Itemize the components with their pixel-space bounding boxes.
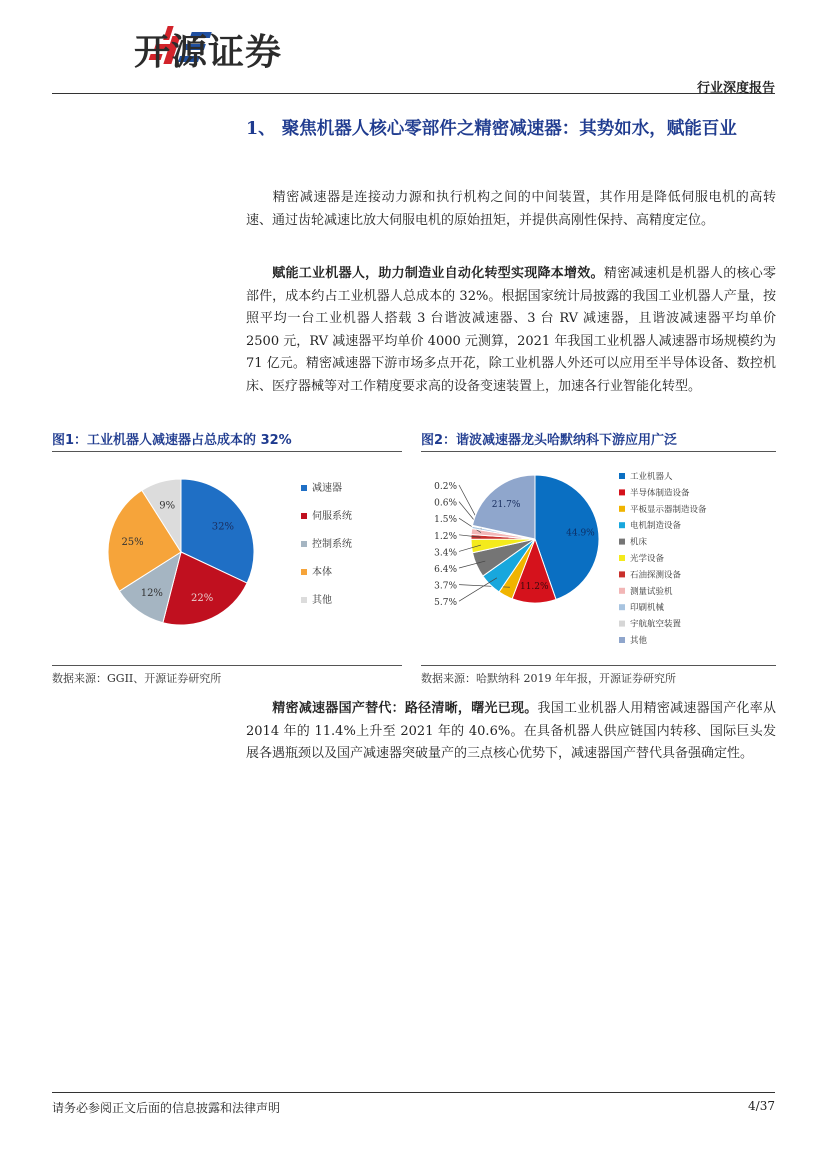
legend-label: 印刷机械 xyxy=(630,603,665,614)
legend-label: 其他 xyxy=(630,636,648,646)
pie-data-label: 1.5% xyxy=(434,515,457,526)
legend-label: 宇航航空装置 xyxy=(630,619,682,630)
pie-data-label: 21.7% xyxy=(491,500,521,511)
figure-2-bottom-rule xyxy=(421,665,776,666)
legend-swatch xyxy=(619,539,625,545)
report-type: 行业深度报告 xyxy=(696,81,775,96)
pie-data-label: 3.4% xyxy=(434,548,457,559)
footer-divider xyxy=(52,1092,775,1093)
legend-swatch xyxy=(619,489,625,495)
pie-data-label: 32% xyxy=(211,521,235,533)
figure-2-source: 数据来源：哈默纳科 2019 年年报，开源证券研究所 xyxy=(421,672,676,685)
legend-label: 本体 xyxy=(312,567,332,578)
figure-1-pie-chart xyxy=(52,455,402,663)
pie-data-label: 12% xyxy=(140,588,163,600)
footer-disclaimer: 请务必参阅正文后面的信息披露和法律声明 xyxy=(52,1101,281,1115)
page-number: 4/37 xyxy=(748,1099,775,1113)
legend-swatch xyxy=(619,571,625,577)
legend-swatch xyxy=(619,604,625,610)
pie-data-label: 6.4% xyxy=(434,565,457,575)
pie-data-label: 0.6% xyxy=(434,498,457,509)
legend-swatch xyxy=(619,555,625,561)
pie-data-label: 44.9% xyxy=(566,528,595,539)
legend-label: 平板显示器制造设备 xyxy=(630,504,707,515)
pie-leader-line xyxy=(459,578,497,601)
legend-swatch xyxy=(619,473,625,479)
legend-swatch xyxy=(619,506,625,512)
pie-data-label: 22% xyxy=(191,592,214,604)
legend-swatch xyxy=(619,637,625,643)
figure-2-title: 图2：谐波减速器龙头哈默纳科下游应用广泛 xyxy=(421,433,678,448)
legend-swatch xyxy=(619,522,625,528)
pie-data-label: 0.2% xyxy=(434,482,457,492)
brand-name: 开源证券 xyxy=(134,32,283,73)
paragraph-3-text: 我国工业机器人用精密减速器国产化率从 2014 年的 11.4%上升至 2021 年的 40.6%。在具备机器人供应链国内转移、国际巨头发展各遇瓶颈以及国产减速器突破量产的三点核心优势下，减速器国产替代具备强确定性。 xyxy=(246,701,776,761)
figure-2-top-rule xyxy=(421,451,776,452)
legend-swatch xyxy=(301,541,307,547)
section-title: 1、 聚焦机器人核心零部件之精密减速器：其势如水，赋能百业 xyxy=(246,119,737,139)
legend-label: 电机制造设备 xyxy=(630,521,682,532)
pie-data-label: 3.7% xyxy=(434,581,457,592)
legend-label: 石油探测设备 xyxy=(630,570,682,581)
legend-swatch xyxy=(301,513,307,519)
legend-label: 测量试验机 xyxy=(630,586,673,597)
figure-1-source: 数据来源：GGII、开源证券研究所 xyxy=(52,672,222,685)
pie-data-label: 5.7% xyxy=(434,598,457,609)
legend-swatch xyxy=(301,597,307,603)
figure-1-top-rule xyxy=(52,451,402,452)
legend-swatch xyxy=(301,569,307,575)
pie-data-label: 9% xyxy=(159,500,176,512)
legend-label: 伺服系统 xyxy=(312,511,352,522)
pie-data-label: 25% xyxy=(121,537,144,549)
paragraph-2-lead: 赋能工业机器人，助力制造业自动化转型实现降本增效。 xyxy=(272,266,604,281)
legend-label: 工业机器人 xyxy=(630,472,673,482)
legend-label: 半导体制造设备 xyxy=(630,488,690,499)
legend-label: 光学设备 xyxy=(630,554,665,564)
legend-label: 减速器 xyxy=(312,483,342,494)
figure-1-bottom-rule xyxy=(52,665,402,666)
legend-swatch xyxy=(301,485,307,491)
figure-2-pie-chart xyxy=(421,455,776,663)
legend-label: 机床 xyxy=(630,537,648,548)
paragraph-3-lead: 精密减速器国产替代：路径清晰，曙光已现。 xyxy=(272,701,538,716)
paragraph-2-text: 精密减速机是机器人的核心零部件，成本约占工业机器人总成本的 32%。根据国家统计局披露的我国工业机器人产量，按照平均一台工业机器人搭载 3 台谐波减速器、3 台 RV 减速器，且谐波减速器平均单价 2500 元，RV 减速器平均单价 4000 元测算，2021 年我国工业机器人减速器市场规模约为 71 亿元。精密减速器下游市场多点开花，除工业机器人外还可以应用至半导体设备、数控机床、医疗器械等对工作精度要求高的设备变速装置上，加速各行业智能化转型。 xyxy=(246,266,776,394)
paragraph-1-text: 精密减速器是连接动力源和执行机构之间的中间装置，其作用是降低伺服电机的高转速、通过齿轮减速比放大伺服电机的原始扭矩，并提供高刚性保持、高精度定位。 xyxy=(246,190,776,228)
pie-data-label: 1.2% xyxy=(434,531,457,542)
paragraph-3 xyxy=(246,698,776,766)
legend-label: 控制系统 xyxy=(312,539,352,550)
paragraph-2 xyxy=(246,263,776,398)
header-divider xyxy=(52,93,775,94)
legend-swatch xyxy=(619,621,625,627)
legend-label: 其他 xyxy=(312,595,332,606)
figure-1-title: 图1：工业机器人减速器占总成本的 32% xyxy=(52,433,292,448)
paragraph-1 xyxy=(246,187,776,232)
legend-swatch xyxy=(619,588,625,594)
pie-data-label: 11.2% xyxy=(519,582,549,593)
